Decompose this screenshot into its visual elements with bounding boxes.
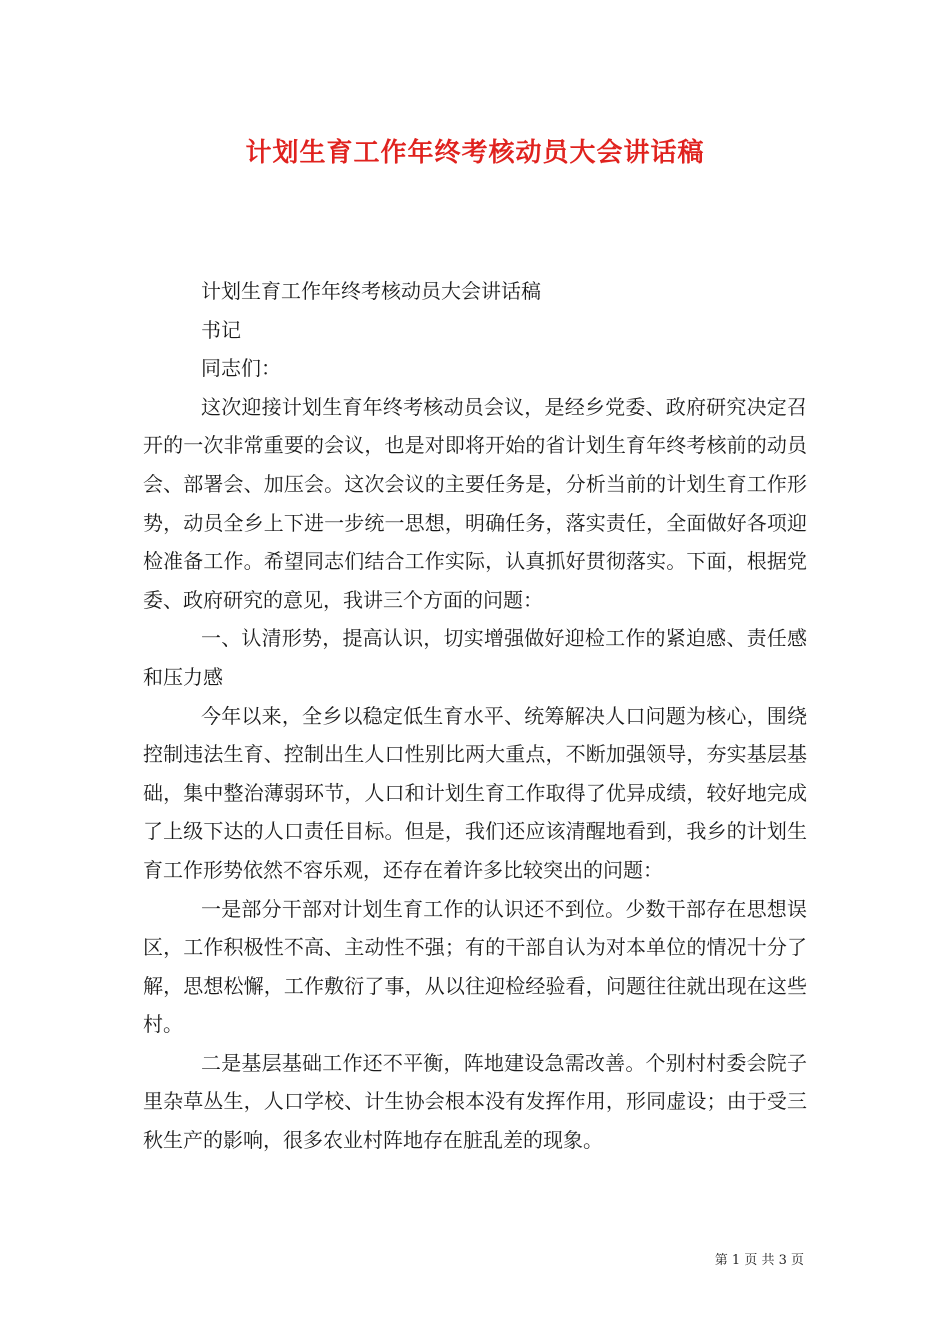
paragraph-issue-2: 二是基层基础工作还不平衡，阵地建设急需改善。个别村村委会院子里杂草丛生，人口学校、计生协会根本没有发挥作用，形同虚设；由于受三秋生产的影响，很多农业村阵地存在脏乱差的现象。 [143,1050,807,1153]
paragraph-intro: 这次迎接计划生育年终考核动员会议，是经乡党委、政府研究决定召开的一次非常重要的会议，也是对即将开始的省计划生育年终考核前的动员会、部署会、加压会。这次会议的主要任务是，分析当前的计划生育工作形势，动员全乡上下进一步统一思想，明确任务，落实责任，全面做好各项迎检准备工作。希望同志们结合工作实际，认真抓好贯彻落实。下面，根据党委、政府研究的意见，我讲三个方面的问题： [143,394,807,612]
heading-line: 计划生育工作年终考核动员大会讲话稿 [201,279,541,303]
salutation: 同志们： [201,356,281,381]
page-number-footer: 第 1 页 共 3 页 [714,1253,804,1268]
paragraph-issue-1: 一是部分干部对计划生育工作的认识还不到位。少数干部存在思想误区，工作积极性不高、主动性不强；有的干部自认为对本单位的情况十分了解，思想松懈，工作敷衍了事，从以往迎检经验看，问题往往就出现在这些村。 [143,896,807,1037]
document-body [143,272,807,1160]
paragraph-situation: 今年以来，全乡以稳定低生育水平、统筹解决人口问题为核心，围绕控制违法生育、控制出生人口性别比两大重点，不断加强领导，夯实基层基础，集中整治薄弱环节，人口和计划生育工作取得了优异成绩，较好地完成了上级下达的人口责任目标。但是，我们还应该清醒地看到，我乡的计划生育工作形势依然不容乐观，还存在着许多比较突出的问题： [143,703,807,882]
document-title: 计划生育工作年终考核动员大会讲话稿 [245,138,705,168]
author-line: 书记 [201,317,241,342]
section-heading-1: 一、认清形势，提高认识，切实增强做好迎检工作的紧迫感、责任感和压力感 [143,626,807,689]
